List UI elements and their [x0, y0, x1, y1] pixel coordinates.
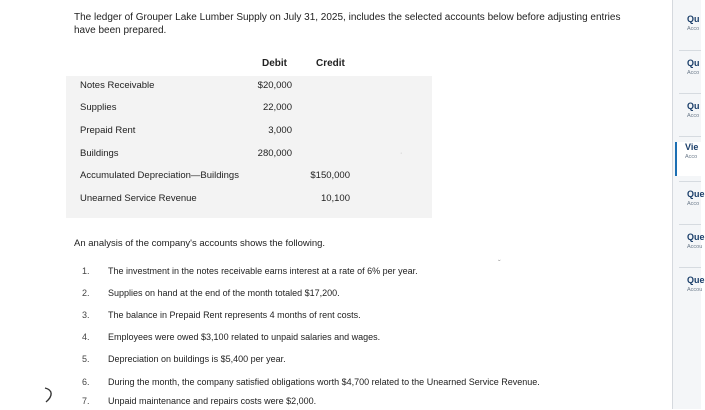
ledger-row	[66, 193, 432, 211]
item-number: 6.	[82, 377, 90, 387]
sidebar-divider	[679, 267, 701, 268]
debit-value: 3,000	[268, 125, 292, 136]
credit-value: $150,000	[310, 170, 350, 181]
sidebar-item-subtitle: Acco	[687, 201, 700, 207]
analysis-intro: An analysis of the company's accounts shows the following.	[74, 238, 326, 249]
item-text: Depreciation on buildings is $5,400 per year.	[108, 354, 286, 364]
sidebar-item-title: Que	[687, 232, 705, 242]
list-item	[70, 377, 630, 391]
sidebar-question-item[interactable]	[679, 101, 701, 135]
credit-header: Credit	[316, 58, 345, 69]
debit-value: 22,000	[262, 102, 292, 113]
account-name: Unearned Service Revenue	[80, 193, 197, 204]
list-item	[70, 332, 630, 346]
ledger-row	[66, 125, 432, 143]
debit-header: Debit	[262, 58, 287, 69]
item-number: 3.	[82, 310, 90, 320]
item-number: 1.	[82, 266, 90, 276]
list-item	[70, 288, 630, 302]
stray-mark: ·	[400, 150, 403, 157]
item-text: The investment in the notes receivable earns interest at a rate of 6% per year.	[108, 266, 418, 276]
sidebar-divider	[679, 181, 701, 182]
account-name: Buildings	[80, 148, 119, 159]
sidebar-divider	[679, 224, 701, 225]
sidebar-item-title: Vie	[685, 142, 699, 152]
ledger-row	[66, 148, 432, 166]
sidebar-item-title: Que	[687, 275, 705, 285]
sidebar-item-title: Qu	[687, 101, 700, 111]
sidebar-item-title: Qu	[687, 58, 700, 68]
sidebar-item-title: Que	[687, 189, 705, 199]
sidebar-divider	[679, 93, 701, 94]
pen-mark-icon	[43, 386, 55, 404]
account-name: Accumulated Depreciation—Buildings	[80, 170, 239, 181]
account-name: Notes Receivable	[80, 80, 155, 91]
list-item	[70, 354, 630, 368]
sidebar-question-item[interactable]	[679, 232, 705, 266]
item-number: 4.	[82, 332, 90, 342]
sidebar-question-item[interactable]	[679, 189, 705, 223]
list-item	[70, 310, 630, 324]
sidebar-question-item[interactable]	[679, 14, 701, 48]
list-item	[70, 266, 630, 280]
sidebar-item-subtitle: Acco	[687, 113, 700, 119]
item-number: 7.	[82, 396, 90, 406]
sidebar-question-item[interactable]	[679, 58, 701, 92]
sidebar-item-subtitle: Accou	[687, 287, 703, 293]
sidebar-item-subtitle: Acco	[687, 70, 700, 76]
ledger-row	[66, 80, 432, 98]
credit-value: 10,100	[320, 193, 350, 204]
sidebar-divider	[679, 136, 701, 137]
account-name: Prepaid Rent	[80, 125, 136, 136]
item-text: During the month, the company satisfied obligations worth $4,700 related to the Unearned Service Revenue.	[108, 377, 540, 387]
sidebar-question-item[interactable]	[679, 275, 705, 309]
item-text: Supplies on hand at the end of the month totaled $17,200.	[108, 288, 340, 298]
ledger-header-row	[66, 50, 432, 76]
ledger-row	[66, 102, 432, 120]
account-name: Supplies	[80, 102, 117, 113]
item-number: 5.	[82, 354, 90, 364]
sidebar-item-subtitle: Acco	[685, 154, 698, 160]
question-sidebar	[672, 0, 705, 409]
sidebar-question-item-active[interactable]	[675, 142, 703, 176]
stray-mark: ˇ	[498, 259, 501, 268]
sidebar-item-subtitle: Acco	[687, 26, 700, 32]
item-text: Employees were owed $3,100 related to unpaid salaries and wages.	[108, 332, 381, 342]
ledger-row	[66, 170, 432, 188]
item-text: The balance in Prepaid Rent represents 4 months of rent costs.	[108, 310, 361, 320]
list-item	[70, 396, 630, 410]
sidebar-item-title: Qu	[687, 14, 700, 24]
debit-value: 280,000	[257, 148, 292, 159]
debit-value: $20,000	[257, 80, 292, 91]
sidebar-item-subtitle: Accou	[687, 244, 703, 250]
ledger-table	[66, 50, 432, 218]
sidebar-divider	[679, 50, 701, 51]
item-number: 2.	[82, 288, 90, 298]
item-text: Unpaid maintenance and repairs costs were $2,000.	[108, 396, 317, 406]
problem-intro: The ledger of Grouper Lake Lumber Supply on July 31, 2025, includes the selected accounts below before adjusting entries have been prepared.	[74, 12, 621, 36]
